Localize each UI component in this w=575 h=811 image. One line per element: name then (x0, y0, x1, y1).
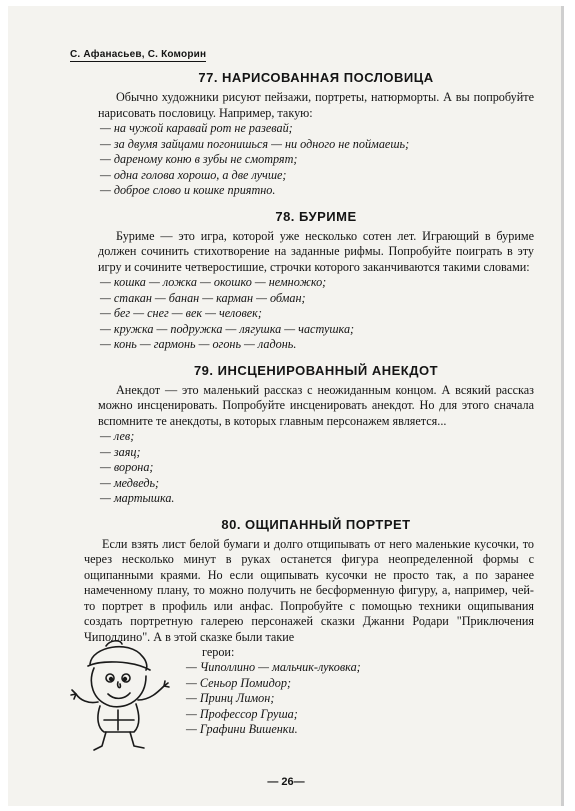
list-item: — Чиполлино — мальчик-луковка; (186, 660, 361, 674)
section-77 (98, 69, 534, 199)
section-title: 78. БУРИМЕ (275, 208, 357, 224)
proverb-list (98, 121, 534, 199)
heroes-label: герои: (202, 645, 235, 659)
section-paragraph: Обычно художники рисуют пейзажи, портреты, натюрморты. А вы попробуйте нарисовать пословицу. Например, такую: (98, 90, 534, 120)
section-title: 79. ИНСЦЕНИРОВАННЫЙ АНЕКДОТ (193, 362, 439, 378)
list-item: — Профессор Груша; (186, 706, 298, 721)
list-item: — Принц Лимон; (186, 691, 275, 705)
list-item: — конь — гармонь — огонь — ладонь. (100, 337, 297, 351)
section-title: 77. НАРИСОВАННАЯ ПОСЛОВИЦА (198, 70, 434, 85)
character-list (98, 429, 534, 507)
list-item: — стакан — банан — карман — обман; (100, 290, 306, 305)
page-number: — 26— (267, 776, 305, 788)
section-paragraph: Буриме — это игра, которой уже несколько сотен лет. Играющий в буриме должен сочинить стихотворение на заданные рифмы. Попробуйте поиграть в эту игру и сочините четверостишие, строчки которого заканчиваются такими словами: (98, 228, 534, 274)
list-item: — кружка — подружка — лягушка — частушка; (100, 321, 355, 336)
list-item: — заяц; (100, 444, 141, 459)
list-item: — дареному коню в зубы не смотрят; (100, 152, 298, 166)
section-79 (98, 362, 534, 507)
cipollino-illustration (70, 638, 170, 756)
heroes-list (184, 660, 361, 738)
list-item: — лев; (100, 429, 135, 443)
list-item: — мартышка. (100, 491, 175, 505)
list-item: — Сеньор Помидор; (186, 675, 292, 690)
list-item: — доброе слово и кошке приятно. (100, 183, 276, 197)
list-item: — кошка — ложка — окошко — немножко; (100, 275, 327, 289)
section-78 (98, 208, 534, 353)
list-item: — Графини Вишенки. (186, 722, 298, 736)
list-item: — за двумя зайцами погонишься — ни одного не поймаешь; (100, 136, 410, 151)
list-item: — ворона; (100, 460, 154, 474)
rhyme-list (98, 275, 534, 353)
section-paragraph: Анекдот — это маленький рассказ с неожиданным концом. А всякий рассказ можно инсценировать. Попробуйте инсценировать анекдот. Но для этого сначала вспомните те анекдоты, в которых главным персонажем является... (98, 382, 534, 428)
book-page (8, 6, 564, 806)
list-item: — на чужой каравай рот не разевай; (100, 121, 293, 135)
list-item: — одна голова хорошо, а две лучше; (100, 167, 287, 182)
running-head: С. Афанасьев, С. Коморин (70, 49, 207, 60)
list-item: — бег — снег — век — человек; (100, 306, 262, 320)
list-item: — медведь; (100, 475, 160, 490)
section-title: 80. ОЩИПАННЫЙ ПОРТРЕТ (221, 516, 411, 532)
section-paragraph: Если взять лист белой бумаги и долго отщипывать от него маленькие кусочки, то через несколько минут в руках останется фигура неопределенной формы с ощипанными краями. Но если ощипывать кусочки не просто так, а по заранее намеченному плану, то можно получить не бесформенную фигуру, а, например, чей-то портрет в профиль или анфас. Попробуйте с помощью техники ощипывания создать портретную галерею персонажей сказки Джанни Родари "Приключения Чиполлино". А в этой сказке были такие (84, 536, 534, 644)
